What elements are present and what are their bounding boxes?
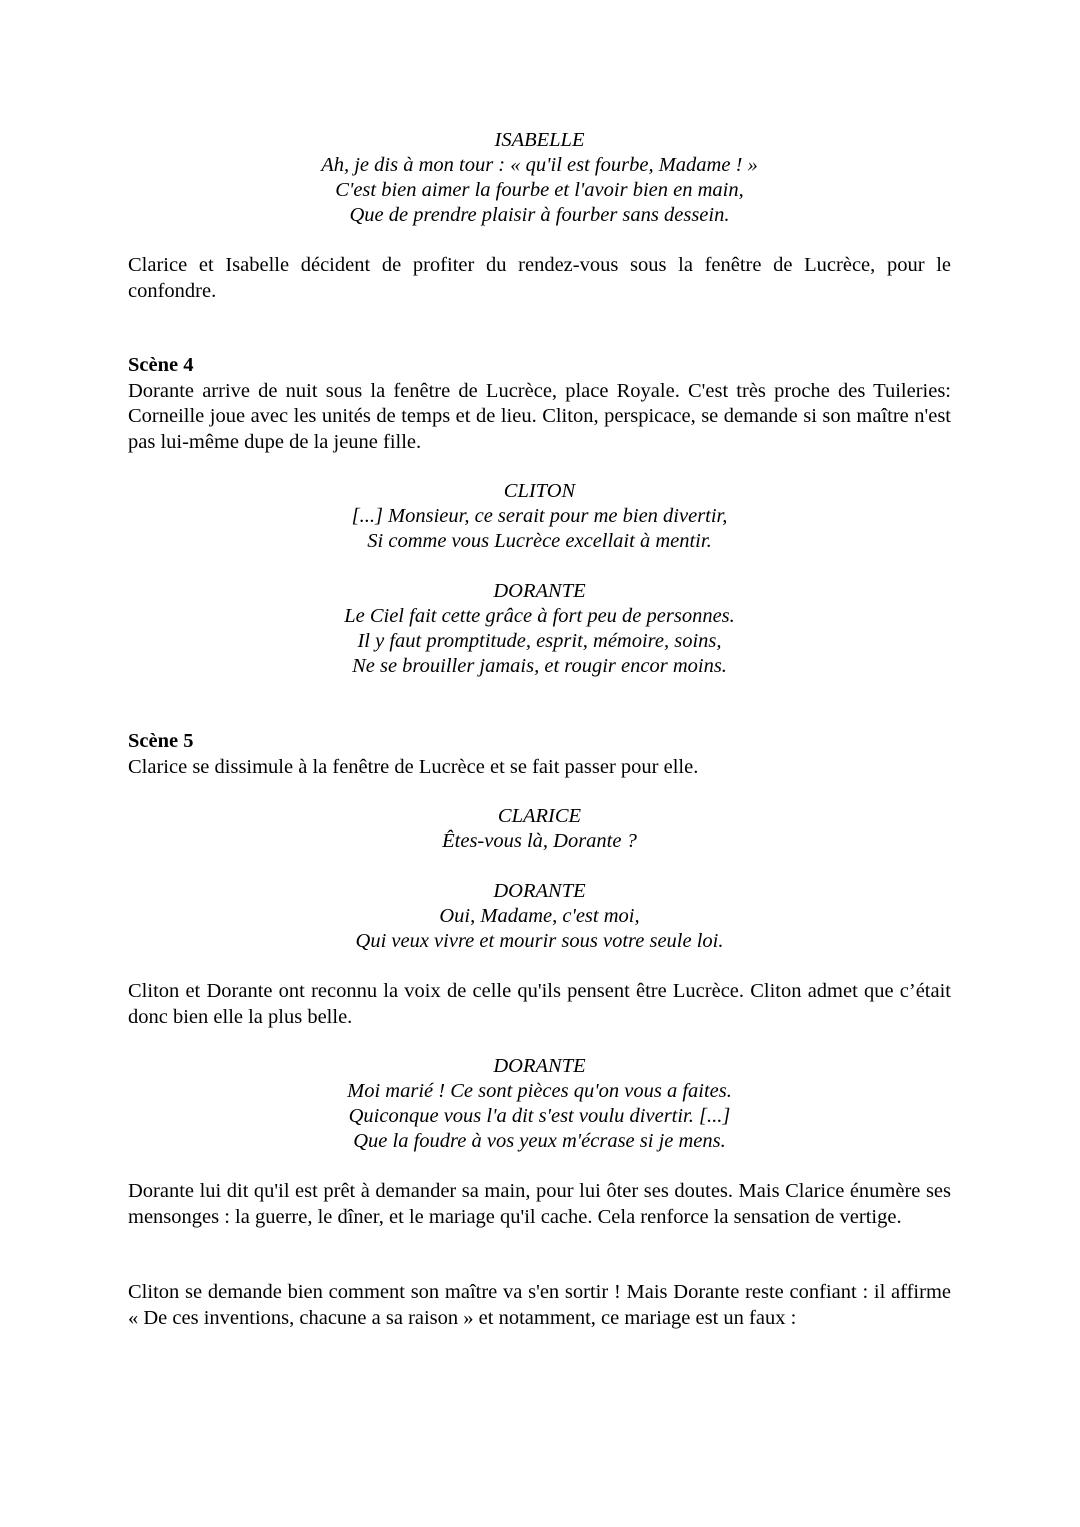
paragraph-text: Clarice et Isabelle décident de profiter du rendez-vous sous la fenêtre de Lucrèce, pour le confondre. (128, 254, 951, 302)
speaker-name: DORANTE (493, 1055, 586, 1077)
verse-cliton (128, 479, 951, 554)
verse-line: Moi marié ! Ce sont pièces qu'on vous a faites. (347, 1080, 732, 1102)
scene-title: Scène 4 (128, 354, 194, 376)
verse-line: Il y faut promptitude, esprit, mémoire, soins, (357, 630, 722, 652)
speaker-name: DORANTE (493, 580, 586, 602)
scene-5 (128, 729, 951, 780)
paragraph-text: Cliton se demande bien comment son maître va s'en sortir ! Mais Dorante reste confiant : il affirme « De ces inventions, chacune a sa raison » et notamment, ce mariage est un faux : (128, 1281, 951, 1329)
speaker-name: CLARICE (497, 805, 582, 827)
speaker-name: DORANTE (493, 880, 586, 902)
verse-line: Qui veux vivre et mourir sous votre seule loi. (355, 930, 724, 952)
scene-4 (128, 353, 951, 455)
verse-dorante-2 (128, 879, 951, 954)
verse-line: Que de prendre plaisir à fourber sans dessein. (349, 204, 730, 226)
verse-line: Le Ciel fait cette grâce à fort peu de personnes. (344, 605, 735, 627)
verse-line: [...] Monsieur, ce serait pour me bien divertir, (351, 505, 728, 527)
verse-isabelle (128, 128, 951, 228)
verse-line: C'est bien aimer la fourbe et l'avoir bien en main, (335, 179, 744, 201)
verse-line: Êtes-vous là, Dorante ? (442, 830, 637, 852)
paragraph-text: Clarice se dissimule à la fenêtre de Lucrèce et se fait passer pour elle. (128, 755, 699, 778)
verse-line: Ah, je dis à mon tour : « qu'il est fourbe, Madame ! » (321, 154, 758, 176)
verse-line: Que la foudre à vos yeux m'écrase si je mens. (353, 1130, 726, 1152)
verse-line: Si comme vous Lucrèce excellait à mentir. (367, 530, 712, 552)
paragraph-text: Cliton et Dorante ont reconnu la voix de celle qu'ils pensent être Lucrèce. Cliton admet que c’était donc bien elle la plus belle. (128, 980, 951, 1028)
speaker-name: CLITON (503, 480, 576, 502)
paragraph (128, 1179, 951, 1230)
verse-dorante-3 (128, 1054, 951, 1154)
verse-dorante-1 (128, 579, 951, 679)
verse-line: Oui, Madame, c'est moi, (439, 905, 640, 927)
paragraph (128, 1280, 951, 1331)
verse-clarice (128, 804, 951, 854)
paragraph-text: Dorante lui dit qu'il est prêt à demander sa main, pour lui ôter ses doutes. Mais Clarice énumère ses mensonges : la guerre, le dîner, et le mariage qu'il cache. Cela renforce la sensation de vertige. (128, 1180, 951, 1228)
verse-line: Quiconque vous l'a dit s'est voulu divertir. [...] (348, 1105, 731, 1127)
scene-title: Scène 5 (128, 730, 194, 752)
speaker-name: ISABELLE (494, 129, 585, 151)
paragraph-text: Dorante arrive de nuit sous la fenêtre de Lucrèce, place Royale. C'est très proche des Tuileries: Corneille joue avec les unités de temps et de lieu. Cliton, perspicace, se demande si son maître n'est pas lui-même dupe de la jeune fille. (128, 379, 951, 453)
paragraph (128, 253, 951, 304)
verse-line: Ne se brouiller jamais, et rougir encor moins. (352, 655, 727, 677)
paragraph (128, 979, 951, 1030)
